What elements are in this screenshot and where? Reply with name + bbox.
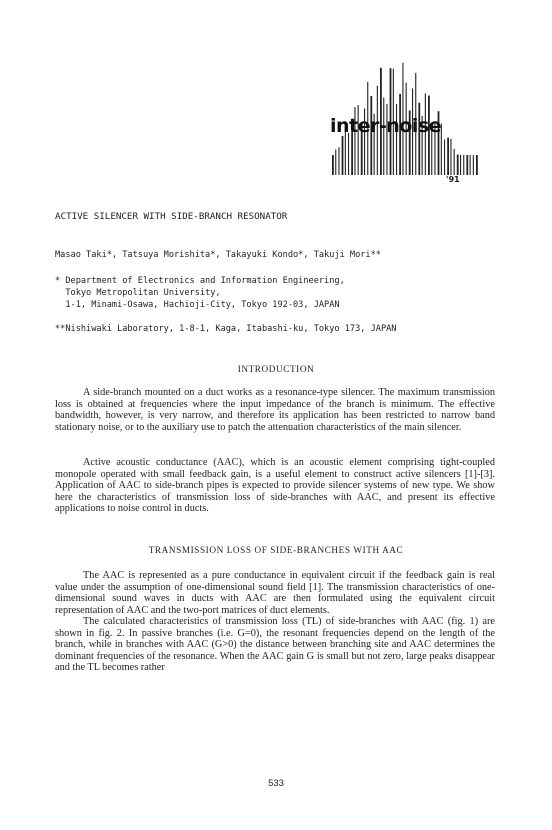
transmission-loss-paragraph-2: The calculated characteristics of transmission loss (TL) of side-branches with AAC (fig. 1) are shown in fig. 2. In passive branches (i.e. G=0), the resonant frequencies depend on the length of the branch, while in branches with AAC (G>0) the distance between branching site and AAC determines the dominant frequencies of the resonance. When the AAC gain G is small but not zero, large peaks disappear and the TL becomes rather: [55, 616, 495, 674]
logo-bar: [450, 139, 451, 175]
logo-bar: [460, 155, 461, 175]
logo-bar: [470, 155, 471, 175]
logo-bar: [473, 155, 474, 175]
logo-bar: [338, 147, 339, 175]
logo-bar: [447, 138, 449, 175]
paper-title: ACTIVE SILENCER WITH SIDE-BRANCH RESONATOR: [55, 211, 288, 222]
introduction-paragraph-2: Active acoustic conductance (AAC), which is an acoustic element comprising tight-coupled monopole operated with small feedback gain, is a useful element to construct active silencers [1]-[3]. Application of AAC to side-branch pipes is expected to provide silencer systems of new type. We show here the characteristics of transmission loss of side-branches with AAC, and present its effective applications to noise control in ducts.: [55, 457, 495, 515]
logo-bar: [335, 150, 336, 176]
affiliation-1-line-1: * Department of Electronics and Information Engineering,: [55, 276, 345, 286]
logo-bar: [332, 155, 334, 175]
logo-year: '91: [446, 175, 460, 184]
logo-bar: [444, 139, 445, 175]
logo-bar: [342, 136, 344, 175]
affiliation-2: **Nishiwaki Laboratory, 1-8-1, Kaga, Itabashi-ku, Tokyo 173, JAPAN: [55, 324, 397, 334]
affiliation-1-line-2: Tokyo Metropolitan University,: [55, 288, 221, 298]
introduction-heading: INTRODUCTION: [237, 364, 315, 374]
logo-bar: [348, 133, 349, 175]
author-list: Masao Taki*, Tatsuya Morishita*, Takayuki Kondo*, Takuji Mori**: [55, 250, 381, 260]
transmission-loss-heading: TRANSMISSION LOSS OF SIDE-BRANCHES WITH AAC: [148, 545, 404, 555]
logo-bar: [463, 155, 464, 175]
logo-bar: [454, 149, 455, 175]
inter-noise-logo: [322, 55, 490, 190]
logo-bar: [418, 103, 420, 175]
logo-bar: [466, 155, 468, 175]
page-number: 533: [268, 778, 284, 789]
introduction-paragraph-1: A side-branch mounted on a duct works as a resonance-type silencer. The maximum transmission loss is obtained at frequencies where the input impedance of the branch is minimum. The effective bandwidth, however, is very narrow, and therefore its application has been restricted to narrow band stationary noise, or to the auxiliary use to patch the attenuation characteristics of the main silencer.: [55, 387, 495, 433]
transmission-loss-paragraph-1: The AAC is represented as a pure conductance in equivalent circuit if the feedback gain is real value under the assumption of one-dimensional sound field [1]. The transmission characteristics of one-dimensional sound waves in ducts with AAC are then formulated using the equivalent circuit representation of AAC and the two-port matrices of duct elements.: [55, 570, 495, 616]
logo-bar: [457, 155, 459, 176]
affiliation-1-line-3: 1-1, Minami-Osawa, Hachioji-City, Tokyo 192-03, JAPAN: [55, 300, 340, 310]
logo-text: inter-noise: [330, 115, 442, 137]
logo-bar: [476, 155, 478, 175]
